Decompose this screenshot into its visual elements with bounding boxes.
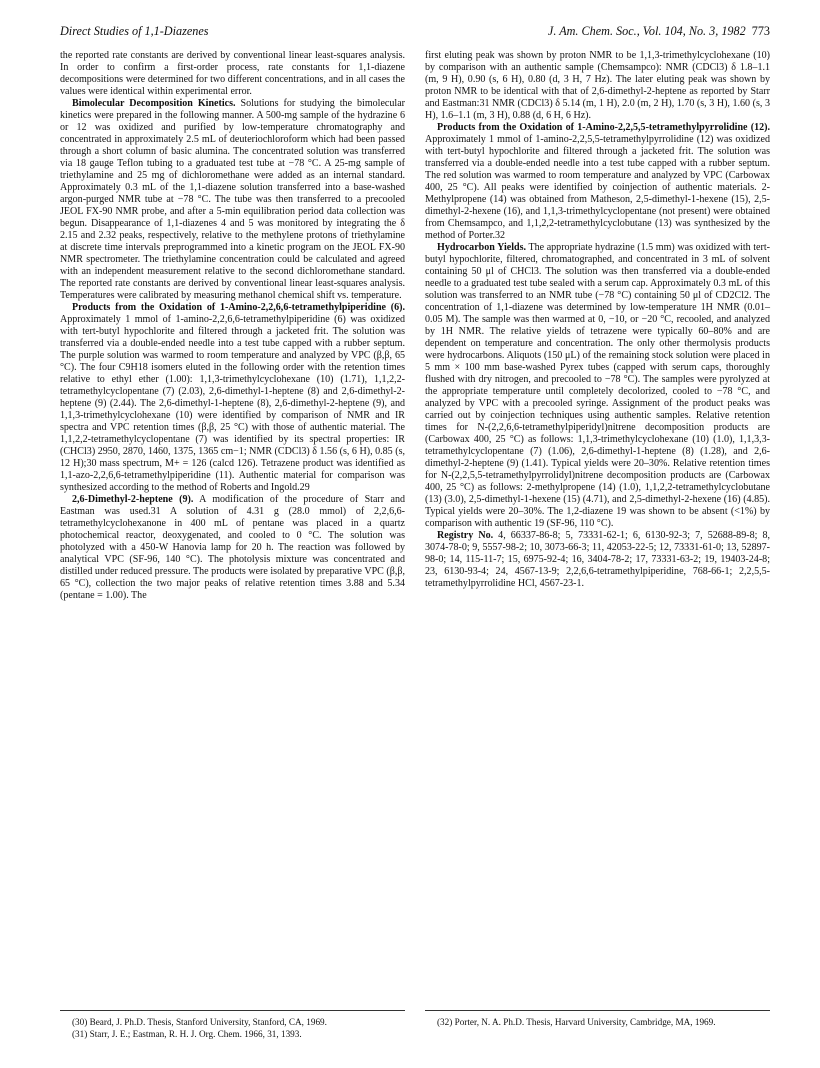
section-heading: Products from the Oxidation of 1-Amino-2,2,6,6-tetramethylpiperidine (6). [72, 302, 405, 313]
footnotes-left [60, 1010, 405, 1041]
footnote: (32) Porter, N. A. Ph.D. Thesis, Harvard University, Cambridge, MA, 1969. [437, 1017, 716, 1027]
registry-body: 4, 66337-86-8; 5, 73331-62-1; 6, 6130-92-3; 7, 52688-89-8; 8, 3074-78-0; 9, 5557-98-2; 10, 3073-66-3; 11, 42053-22-5; 12, 73331-61-0; 13, 52897-98-0; 14, 115-11-7; 15, 6975-92-4; 16, 3404-78-2; 17, 73331-63-2; 19, 19403-24-8; 23, 6130-93-4; 24, 4567-13-9; 2,2,6,6-tetramethylpiperidine, 768-66-1; 2,2,5,5-tetramethylpyrrolidine HCl, 4567-23-1. [425, 530, 770, 589]
section-heading: Hydrocarbon Yields. [437, 242, 527, 253]
footnote-rule [60, 1010, 405, 1011]
registry-numbers [425, 530, 770, 590]
journal-name: J. Am. Chem. Soc., Vol. 104, No. 3, 1982 [547, 24, 746, 38]
right-column [425, 50, 770, 590]
journal-page [60, 20, 770, 1050]
paragraph: the reported rate constants are derived by conventional linear least-squares analysis. In order to confirm a first-order process, rate constants for 1,1-diazene decompositions were determined for two different concentrations, and in all cases the values were identical within experimental error. [60, 50, 405, 97]
paragraph [60, 302, 405, 494]
section-heading: Products from the Oxidation of 1-Amino-2,2,5,5-tetramethylpyrrolidine (12). [437, 122, 770, 133]
left-column [60, 50, 405, 602]
paragraph [425, 122, 770, 242]
paragraph-body: A modification of the procedure of Starr and Eastman was used.31 A solution of 4.31 g (28.0 mmol) of 2,2,6,6-tetramethylcyclohexanone in 400 mL of pentane was placed in a quartz photochemical reactor, deoxygenated, and cooled to 0 °C. The solution was photolyzed with a 450-W Hanovia lamp for 20 h. The reaction was followed by analytical VPC (SF-96, 140 °C). The photolysis mixture was concentrated and distilled under reduced pressure. The products were isolated by preparative VPC (β,β, 65 °C), collection the two major peaks of relative retention times 3.88 and 5.34 (pentane = 1.00). The [60, 494, 405, 601]
paragraph [425, 242, 770, 530]
paragraph-body: The appropriate hydrazine (1.5 mm) was oxidized with tert-butyl hypochlorite, filtered, chromatographed, and concentrated in 3 mL of solvent containing 50 μl of CHCl3. The solution was then transferred via a double-ended needle to a graduated test tube sealed with a serum cap. Approximately 0.3 mL of this solution was transferred to an NMR tube (−78 °C) containing 50 μl of CD2Cl2. The concentration of 1,1-diazene was determined by low-temperature 1H NMR (0.01–0.05 M). The sample was then warmed at 0, −10, or −20 °C, recooled, and analyzed by 1H NMR. The relative yields of tetrazene were typically 60–80% and are dependent on temperature and concentration. The only other thermolysis products were hydrocarbons. Aliquots (150 μL) of the remaining stock solution were placed in 5 mm × 100 mm base-washed Pyrex tubes (capped with serum caps, thoroughly flushed with dry nitrogen, and precooled to −78 °C). The samples were pyrolyzed at the appropriate temperature until completely decolorized, cooled to −78 °C, and analyzed by VPC with a precooled syringe. Assignment of the product peaks was carried out by coinjection techniques using authentic samples. Relative retention times for N-(2,2,6,6-tetramethylpiperidyl)nitrene decomposition products are (Carbowax 400, 25 °C) as follows: 1,1,3-trimethylcyclohexane (10) (1.0), 1,1,3,3-tetramethylcyclopentane (7) (1.06), 2,6-dimethyl-1-heptene (8) (1.28), and 2,6-dimethyl-2-heptene (9) (1.41). Typical yields were 20–30%. Relative retention times for N-(2,2,5,5-tetramethylpyrrolidyl)nitrene decomposition products are (Carbowax 400, 25 °C) as follows: 2-methylpropene (14) (1.0), 1,1,2,2-tetramethylcyclobutane (13) (3.0), 2,5-dimethyl-1-hexene (15) (4.71), and 2,5-dimethyl-2-hexene (16) (4.85). Typical yields were 20–30%. The 1,2-diazene 19 was shown to be absent (<1%) by comparison with authentic 19 (SF-96, 110 °C). [425, 242, 770, 529]
page-number: 773 [751, 24, 770, 38]
paragraph: first eluting peak was shown by proton NMR to be 1,1,3-trimethylcyclohexane (10) by comparison with an authentic sample (Chemsampco): NMR (CDCl3) δ 1.8–1.1 (m, 9 H), 0.90 (s, 6 H), 0.80 (d, 3 H, 7 Hz). The later eluting peak was shown by proton NMR to be identical with that of 2,6-dimethyl-2-heptene as reported by Starr and Eastman:31 NMR (CDCl3) δ 5.14 (m, 1 H), 2.0 (m, 2 H), 1.70 (s, 3 H), 1.60 (s, 3 H), 1.6–1.1 (m, 3 H), 0.88 (d, 6 H, 6 Hz). [425, 50, 770, 121]
journal-citation [548, 24, 770, 39]
paragraph [60, 494, 405, 602]
paragraph [60, 98, 405, 302]
footnote-rule [425, 1010, 770, 1011]
running-title: Direct Studies of 1,1-Diazenes [60, 24, 209, 38]
paragraph-body: Solutions for studying the bimolecular kinetics were prepared in the following manner. A 500-mg sample of the hydrazine 6 or 12 was oxidized and purified by low-temperature chromatography and concentrated in approximately 2.5 mL of deuteriochloroform which had been passed through a short column of basic alumina. The concentrated solution was transferred via 18 gauge Teflon tubing to a graduated test tube at −78 °C. A 25-mg sample of triethylamine and 25 mg of dichloromethane were added as an internal standard. Approximately 0.3 mL of the 1,1-diazene solution transferred into a base-washed argon-purged NMR tube at −78 °C. The tube was then transferred to a precooled JEOL FX-90 NMR probe, and after a 5-min equilibration period data collection was begun. Disappearance of 1,1-diazenes 4 and 5 was monitored by integrating the δ 2.15 and 2.32 peaks, respectively, relative to the methylene protons of triethylamine at discrete time intervals preprogrammed into a kinetic program on the JEOL FX-90 NMR spectrometer. The triethylamine concentration could be calculated and agreed with an independent measurement relative to the second dichloromethane standard. The reported rate constants are derived by conventional linear least-squares analysis. Temperatures were calibrated by measuring methanol chemical shift vs. temperature. [60, 98, 405, 301]
section-heading: 2,6-Dimethyl-2-heptene (9). [72, 494, 194, 505]
paragraph-body: Approximately 1 mmol of 1-amino-2,2,5,5-tetramethylpyrrolidine (12) was oxidized with tert-butyl hypochlorite and filtered through a jacketed frit. The solution was transferred via a double-ended needle into a test tube capped with a rubber septum. The red solution was warmed to room temperature and analyzed by VPC (Carbowax 400, 25 °C). All peaks were identified by coinjection of authentic materials. 2-Methylpropene (14) was obtained from Matheson, 2,5-dimethyl-1-hexene (15), 2,5-dimethyl-2-hexene (16), and 1,1,3-trimethylcyclopentane (not present) were obtained from Chemsampco, and 1,1,2,2-tetramethylcyclobutane (13) was synthesized by the method of Porter.32 [425, 134, 770, 241]
paragraph-body: Approximately 1 mmol of 1-amino-2,2,6,6-tetramethylpiperidine (6) was oxidized with tert-butyl hypochlorite and filtered through a jacketed frit. The solution was transferred via a double-ended needle into a test tube capped with a rubber septum. The purple solution was warmed to room temperature and analyzed by VPC (β,β, 65 °C). The four C9H18 isomers eluted in the following order with the retention times relative to ethyl ether (1.00): 1,1,3-trimethylcyclohexane (10) (1.71), 1,1,2,2-tetramethylcyclopentane (7) (2.03), 2,6-dimethyl-1-heptene (8) and 2,6-dimethyl-2-heptene (9) (2.44). The 2,6-dimethyl-1-heptene (8), 2,6-dimethyl-2-heptene (9), and 1,1,3-trimethylcyclohexane (10) were identified by comparison of NMR and IR spectra and VPC retention times (β,β, 25 °C) with those of authentic material. The 1,1,2,2-tetramethylcyclopentane (7) was identified by its spectral properties: IR (CHCl3) 2950, 2870, 1460, 1375, 1365 cm−1; NMR (CDCl3) δ 1.56 (s, 6 H), 0.85 (s, 12 H);30 mass spectrum, M+ = 126 (calcd 126). Tetrazene product was identified as 1,1-azo-2,2,6,6-tetramethylpiperidine (11). Authentic material for comparison was synthesized according to the method of Roberts and Ingold.29 [60, 314, 405, 493]
footnotes-right [425, 1010, 770, 1029]
footnote: (31) Starr, J. E.; Eastman, R. H. J. Org. Chem. 1966, 31, 1393. [72, 1029, 302, 1039]
section-heading: Bimolecular Decomposition Kinetics. [72, 98, 236, 109]
registry-heading: Registry No. [437, 530, 494, 541]
footnote: (30) Beard, J. Ph.D. Thesis, Stanford University, Stanford, CA, 1969. [72, 1017, 327, 1027]
running-header [60, 20, 770, 42]
